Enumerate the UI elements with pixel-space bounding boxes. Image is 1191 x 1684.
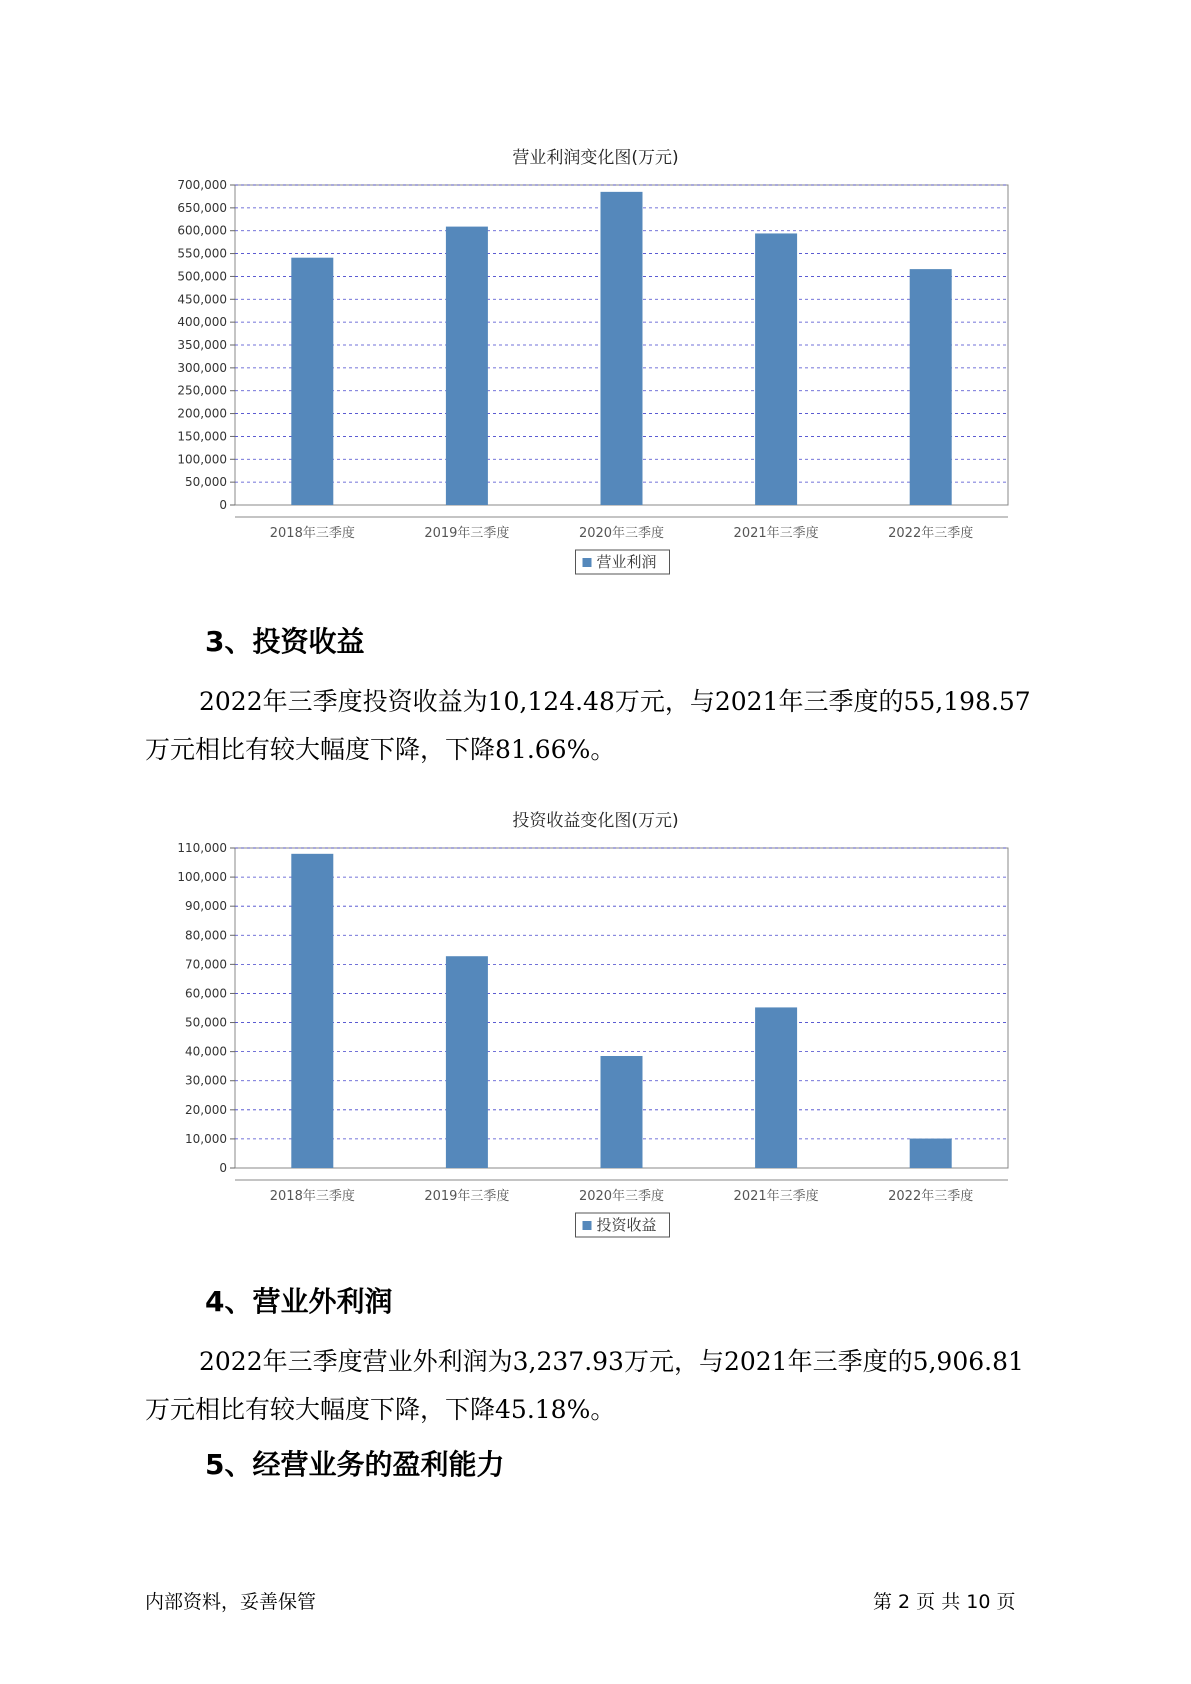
y-tick-label: 450,000: [177, 292, 227, 307]
y-tick-label: 300,000: [177, 360, 227, 375]
y-tick-label: 200,000: [177, 406, 227, 421]
y-tick-label: 70,000: [185, 957, 227, 972]
y-tick-label: 30,000: [185, 1073, 227, 1088]
bar: [291, 258, 333, 505]
bar: [601, 192, 643, 505]
legend-swatch: [583, 558, 592, 567]
section-3-line2: 万元相比有较大幅度下降，下降81.66%。: [145, 735, 616, 764]
x-tick-label: 2022年三季度: [888, 1189, 974, 1204]
x-tick-label: 2021年三季度: [733, 526, 819, 541]
bar: [755, 233, 797, 505]
y-tick-label: 350,000: [177, 338, 227, 352]
x-tick-label: 2020年三季度: [578, 1189, 665, 1204]
bar: [755, 1007, 797, 1168]
y-tick-label: 400,000: [177, 315, 227, 330]
bar: [446, 956, 488, 1168]
section-3-paragraph: [145, 678, 1075, 774]
y-tick-label: 550,000: [177, 246, 227, 261]
y-tick-label: 700,000: [177, 178, 227, 192]
bar: [291, 854, 333, 1168]
chart2-title: 投资收益变化图(万元): [512, 811, 679, 831]
operating-profit-chart: [0, 175, 1191, 595]
legend-swatch: [583, 1221, 592, 1230]
legend-label: 营业利润: [596, 553, 657, 571]
section-4-paragraph: [145, 1338, 1075, 1434]
x-tick-label: 2022年三季度: [888, 526, 974, 541]
x-tick-label: 2018年三季度: [269, 526, 355, 541]
footer-confidential: 内部资料，妥善保管: [145, 1591, 317, 1613]
y-tick-label: 50,000: [185, 475, 227, 490]
y-tick-label: 90,000: [185, 899, 227, 914]
y-tick-label: 60,000: [185, 986, 227, 1001]
y-tick-label: 40,000: [185, 1044, 227, 1059]
y-tick-label: 110,000: [177, 841, 227, 855]
x-tick-label: 2019年三季度: [424, 526, 510, 541]
bar: [910, 1139, 952, 1168]
legend-label: 投资收益: [596, 1216, 657, 1234]
chart1-title: 营业利润变化图(万元): [512, 148, 679, 168]
y-tick-label: 250,000: [177, 383, 227, 398]
y-tick-label: 500,000: [177, 269, 227, 284]
y-tick-label: 600,000: [177, 223, 227, 238]
x-tick-label: 2021年三季度: [733, 1189, 819, 1204]
bar: [910, 269, 952, 505]
x-tick-label: 2020年三季度: [578, 526, 665, 541]
y-tick-label: 0: [219, 498, 227, 512]
section-3-line1: 2022年三季度投资收益为10,124.48万元，与2021年三季度的55,198.57: [199, 687, 1031, 716]
bar: [446, 227, 488, 505]
y-tick-label: 50,000: [185, 1015, 227, 1030]
x-tick-label: 2018年三季度: [269, 1189, 355, 1204]
section-5-heading: 5、经营业务的盈利能力: [205, 1448, 505, 1481]
y-tick-label: 150,000: [177, 429, 227, 444]
section-4-line2: 万元相比有较大幅度下降，下降45.18%。: [145, 1395, 616, 1424]
section-3-heading: 3、投资收益: [205, 625, 365, 658]
y-tick-label: 650,000: [177, 200, 227, 215]
y-tick-label: 10,000: [185, 1131, 227, 1146]
x-tick-label: 2019年三季度: [424, 1189, 510, 1204]
y-tick-label: 100,000: [177, 870, 227, 885]
section-4-heading: 4、营业外利润: [205, 1285, 393, 1318]
y-tick-label: 100,000: [177, 452, 227, 467]
bar: [601, 1056, 643, 1168]
investment-income-chart: [0, 838, 1191, 1258]
y-tick-label: 0: [219, 1161, 227, 1175]
y-tick-label: 20,000: [185, 1102, 227, 1117]
section-4-line1: 2022年三季度营业外利润为3,237.93万元，与2021年三季度的5,906.81: [199, 1347, 1024, 1376]
y-tick-label: 80,000: [185, 928, 227, 943]
footer-page-number: 第 2 页 共 10 页: [873, 1591, 1016, 1613]
